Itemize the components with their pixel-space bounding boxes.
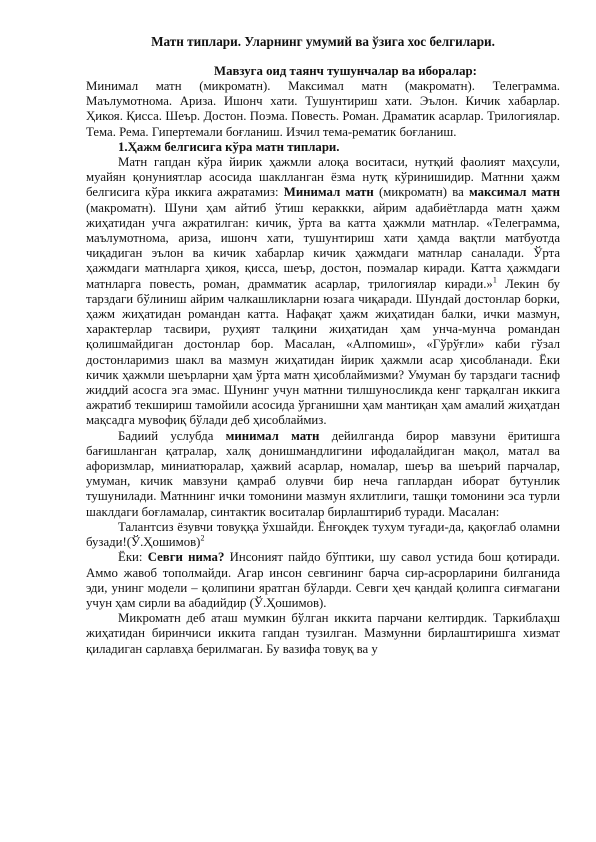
example-quote-2 bbox=[86, 550, 560, 611]
keywords-heading: Мавзуга оид таянч тушунчалар ва иборалар: bbox=[214, 64, 477, 78]
term-minimal-text: Минимал матн bbox=[283, 185, 374, 200]
paragraph-1-text-d: (макроматн). Шуни ҳам айтиб ўтиш кераккки, айрим адабиётларда матн ҳажм жиҳатидан учга ажратилган: кичик, ўрта ва катта ҳажмли матнлар. «Телеграмма, маълумотнома, ариза, ишонч хати, тушунтириш хати ҳамда вақтли матбуотда чиқадиган эълон ва кичик хабарлар кичик ҳажмдаги матнлар саналади. Ўрта ҳажмдаги матнларга ҳикоя, қисса, шеър, достон, поэмалар киради. Катта ҳажмдаги матнларга повесть, роман, драмматик асарлар, трилогиялар киради.» bbox=[86, 200, 560, 291]
example-quote-2-lead: Ёки: bbox=[118, 550, 148, 565]
paragraph-2-text-c: дейилганда бирор мавзуни ёритишга бағишланган қатралар, халқ донишмандлигини ифодалайдиган мақол, матал ва афоризмлар, миниатюралар, ҳажвий асарлар, номалар, шеър ва шеърий парчалар, умуман, кичик мавзуни қамраб олувчи бир неча гаплардан иборат бутунлик тушунилади. Матннинг ички томонини мазмун яхлитлиги, ташқи томонини эса турли шаклдаги боғламалар, синтактик воситалар бирлаштириб туради. Масалан: bbox=[86, 428, 560, 519]
paragraph-1-text-a: Матн гапдан кўра йирик ҳажмли алоқа воситаси, нутқий фаолият маҳсули, муайян қонуниятлар асосида шаклланган ёзма нутқ кўринишидир. Матнни ҳажм белгисига кўра иккига ажратамиз: bbox=[86, 155, 560, 200]
footnote-ref-2[interactable]: 2 bbox=[200, 533, 205, 543]
example-quote-2-text: Инсоният пайдо бўптики, шу савол устида бош қотиради. Аммо жавоб тополмайди. Агар инсон севгининг барча сир-асрорларини билганида эди, унинг модели – қолипини яратган бўларди. Севги ҳеч қандай қолипга сиғмагани учун ҳам сирли ва абадийдир (Ў.Ҳошимов). bbox=[86, 550, 560, 610]
paragraph-1-text-c: (микроматн) ва bbox=[373, 185, 469, 200]
paragraph-1-text-e: Лекин бу тарздаги бўлиниш айрим чалкашликларни юзага чиқаради. Шундай достонлар борки, ҳажм жиҳатидан романдан катта. Нафақат ҳажм жиҳатидан балки, ички мазмун, характерлар тасвири, руҳият талқини жиҳатидан ҳам унча-мунча романдан қолишмайдиган достонлар бор. Масалан, «Алпомиш», «Гўрўғли» каби гўзал достонларимиз шакл ва мазмун жиҳатидан йирик ҳажмли асар ҳисобланади. Ёки кичик ҳажмли шеърларни ҳам ўрта матн ҳисоблаймизми? Умуман бу тарздаги тасниф жиддий асосга эга эмас. Шунинг учун матнни тилшуносликда кенг тарқалган иккига ажратиб текшириш тамойили асосида ўрганишни ҳам мантиқан ҳам амалий жиҳатдан мақсадга мувофиқ бўлади деб ҳисоблаймиз. bbox=[86, 276, 560, 428]
term-minimal-text-2: минимал матн bbox=[225, 428, 320, 443]
keywords-paragraph: Минимал матн (микроматн). Максимал матн (макроматн). Телеграмма. Маълумотнома. Ариза. Ишонч хати. Тушунтириш хати. Эълон. Кичик хабарлар. Ҳикоя. Қисса. Шеър. Достон. Поэма. Повесть. Роман. Драматик асарлар. Трилогиялар. Тема. Рема. Гипертемали боғланиш. Изчил тема-рематик боғланиш. bbox=[86, 79, 560, 139]
section-heading: 1.Ҳажм белгисига кўра матн типлари. bbox=[118, 139, 340, 154]
page-title: Матн типлари. Уларнинг умумий ва ўзига хос белгилари. bbox=[151, 34, 495, 49]
paragraph-2-text-a: Бадиий услубда bbox=[118, 428, 226, 443]
term-maximal-text: максимал матн bbox=[468, 185, 560, 200]
example-quote-1 bbox=[86, 520, 560, 550]
footnote-ref-1[interactable]: 1 bbox=[492, 275, 497, 285]
document-page bbox=[86, 34, 560, 657]
paragraph-2 bbox=[86, 429, 560, 520]
paragraph-5: Микроматн деб аташ мумкин бўлган иккита парчани келтирдик. Таркиблаҳш жиҳатидан биринчиси иккита гапдан тузилган. Мазмунни бирлаштиришга хизмат қиладиган сарлавҳа берилмаган. Бу вазифа товуқ ва у bbox=[86, 611, 560, 656]
paragraph-1 bbox=[86, 155, 560, 429]
example-quote-2-title: Севги нима? bbox=[147, 550, 225, 565]
example-quote-1-text: Талантсиз ёзувчи товуққа ўхшайди. Ёнғоқдек тухум туғади-да, қақоғлаб оламни бузади!(Ў.Ҳошимов) bbox=[86, 519, 560, 550]
